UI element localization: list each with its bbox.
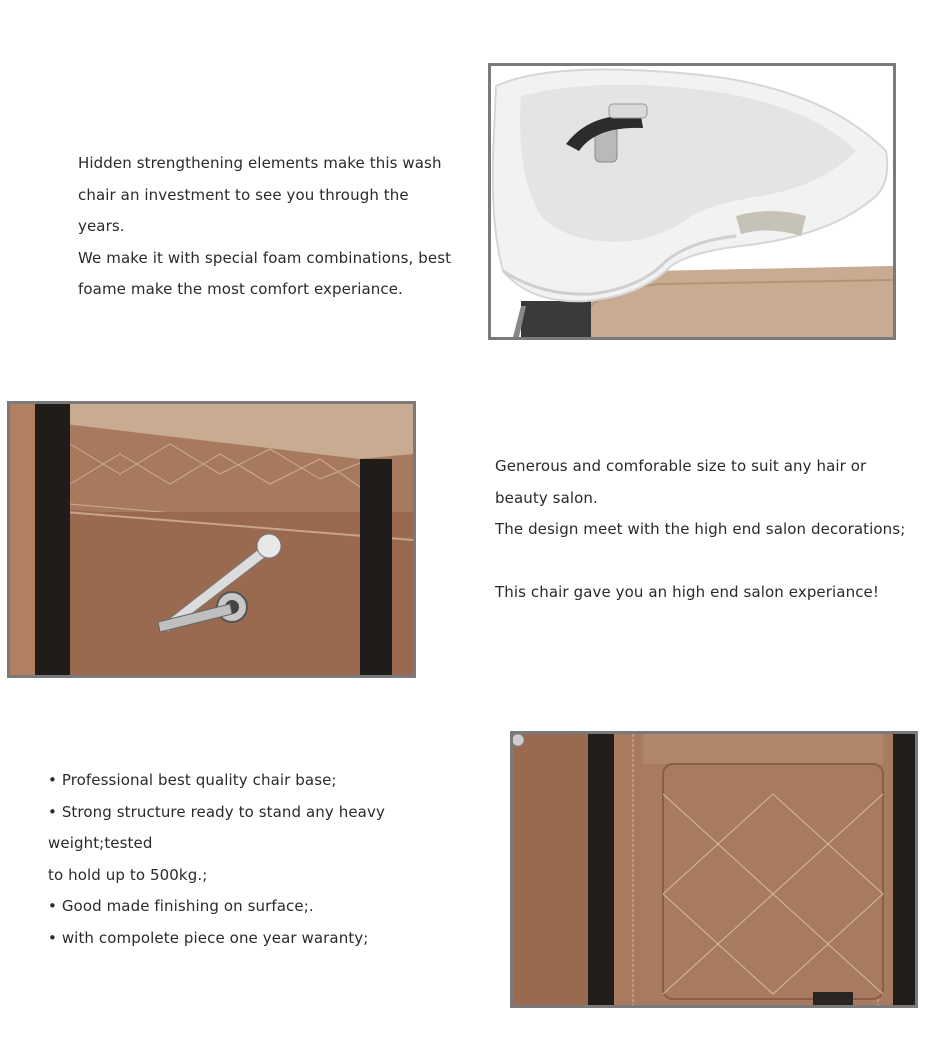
list-item: to hold up to 500kg.; [48,865,208,884]
lever-photo [7,401,416,678]
list-item: • Good made finishing on surface;. [48,897,314,915]
text-line: chair an investment to see you through the years. [78,185,409,235]
text-line: foame make the most comfort experiance. [78,280,403,298]
text-line: We make it with special foam combinations, best [78,248,452,267]
text-line [495,546,915,578]
text-line: The design meet with the high end salon decorations; [495,520,906,538]
list-item: • Professional best quality chair base; [48,771,337,789]
text-line: beauty salon. [495,488,598,507]
feature-list [48,765,488,954]
text-line: Hidden strengthening elements make this wash [78,154,442,172]
description-text-1 [78,148,458,306]
description-text-2 [495,451,915,609]
text-line: Generous and comforable size to suit any hair or [495,457,867,475]
list-item: • Strong structure ready to stand any heavy weight;tested [48,802,385,852]
list-item: • with compolete piece one year waranty; [48,928,369,947]
quilted-panel-photo [510,731,918,1008]
text-line: This chair gave you an high end salon experiance! [495,583,879,601]
basin-photo [488,63,896,340]
